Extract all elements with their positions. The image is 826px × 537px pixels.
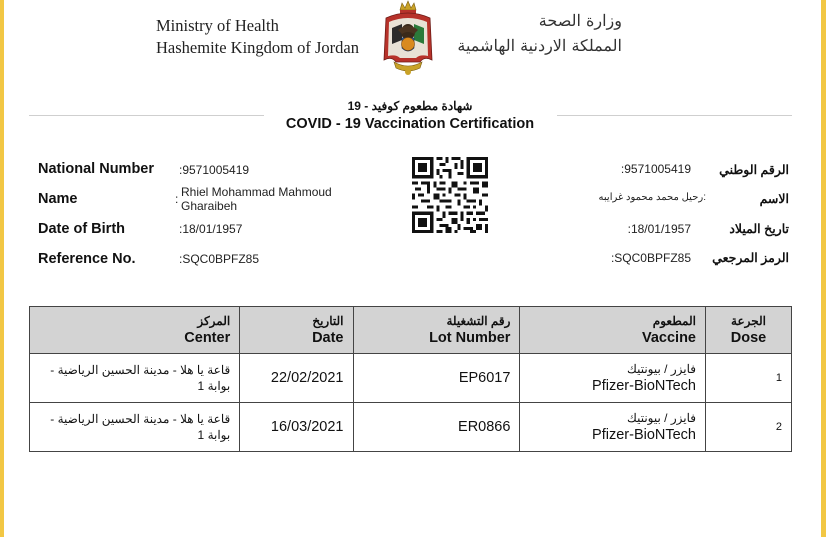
name-value-ar: :رحيل محمد محمود غرايبه	[598, 192, 706, 203]
national-number-value-ar: 9571005419:	[620, 162, 691, 176]
cell-lot: EP6017	[353, 354, 520, 403]
national-number-label-ar: الرقم الوطني	[719, 163, 789, 177]
cell-vaccine-ar: فايزر / بيونتيك	[626, 411, 696, 425]
header-vaccine	[520, 307, 706, 354]
name-label: Name	[38, 191, 78, 207]
cell-date: 16/03/2021	[240, 403, 353, 452]
cell-vaccine-en: Pfizer-BioNTech	[592, 427, 696, 443]
header-dose-en: Dose	[730, 330, 767, 346]
qr-code-icon	[412, 157, 488, 233]
header-date-en: Date	[312, 330, 344, 346]
header-lot-ar: رقم التشغيلة	[446, 314, 511, 328]
cell-dose: 2	[706, 403, 792, 452]
name-colon: :	[175, 192, 179, 206]
certificate-title-ar: شهادة مطعوم كوفيد - 19	[347, 99, 473, 113]
dob-label-ar: تاريخ الميلاد	[729, 222, 789, 236]
reference-label-ar: الرمز المرجعي	[712, 251, 789, 265]
header-center	[30, 307, 240, 354]
header-vaccine-en: Vaccine	[641, 330, 696, 346]
title-rule-left	[29, 115, 264, 116]
kingdom-name-ar: المملكة الاردنية الهاشمية	[457, 36, 622, 55]
name-value: Rhiel Mohammad Mahmoud Gharaibeh	[181, 185, 332, 213]
header-date	[240, 307, 353, 354]
cell-lot: ER0866	[353, 403, 520, 452]
national-number-label: National Number	[38, 161, 155, 177]
national-number-value: :9571005419	[179, 163, 250, 177]
cell-vaccine	[520, 354, 706, 403]
header-vaccine-ar: المطعوم	[652, 314, 696, 328]
header-center-ar: المركز	[197, 314, 231, 328]
ministry-name-en: Ministry of Health	[156, 16, 279, 35]
header-lot	[353, 307, 520, 354]
header-dose	[706, 307, 792, 354]
reference-value-ar: SQC0BPFZ85:	[610, 251, 691, 265]
cell-center: قاعة يا هلا - مدينة الحسين الرياضية - بوابة 1	[30, 403, 240, 452]
table-header-row	[30, 307, 792, 354]
left-border-accent	[0, 0, 4, 537]
cell-vaccine-en: Pfizer-BioNTech	[592, 378, 696, 394]
header-center-en: Center	[184, 330, 231, 346]
coat-of-arms-icon	[380, 0, 436, 78]
header-lot-en: Lot Number	[429, 330, 511, 346]
vaccination-table	[29, 306, 792, 452]
ministry-name-ar: وزارة الصحة	[538, 11, 622, 30]
header-date-ar: التاريخ	[312, 314, 344, 328]
certificate-title-en: COVID - 19 Vaccination Certification	[285, 116, 535, 132]
cell-vaccine	[520, 403, 706, 452]
table-row	[30, 403, 792, 452]
name-label-ar: الاسم	[759, 192, 789, 206]
dob-value: :18/01/1957	[179, 222, 243, 236]
table-row	[30, 354, 792, 403]
header-dose-ar: الجرعة	[731, 314, 766, 328]
dob-label: Date of Birth	[38, 221, 125, 237]
cell-center: قاعة يا هلا - مدينة الحسين الرياضية - بوابة 1	[30, 354, 240, 403]
reference-value: :SQC0BPFZ85	[179, 252, 260, 266]
cell-vaccine-ar: فايزر / بيونتيك	[626, 362, 696, 376]
cell-date: 22/02/2021	[240, 354, 353, 403]
header-arabic	[457, 8, 622, 58]
kingdom-name-en: Hashemite Kingdom of Jordan	[156, 38, 360, 57]
dob-value-ar: 18/01/1957:	[627, 222, 691, 236]
right-border-accent	[821, 0, 826, 537]
reference-label: Reference No.	[38, 251, 136, 267]
cell-dose: 1	[706, 354, 792, 403]
title-rule-right	[557, 115, 792, 116]
header-english	[156, 15, 359, 59]
